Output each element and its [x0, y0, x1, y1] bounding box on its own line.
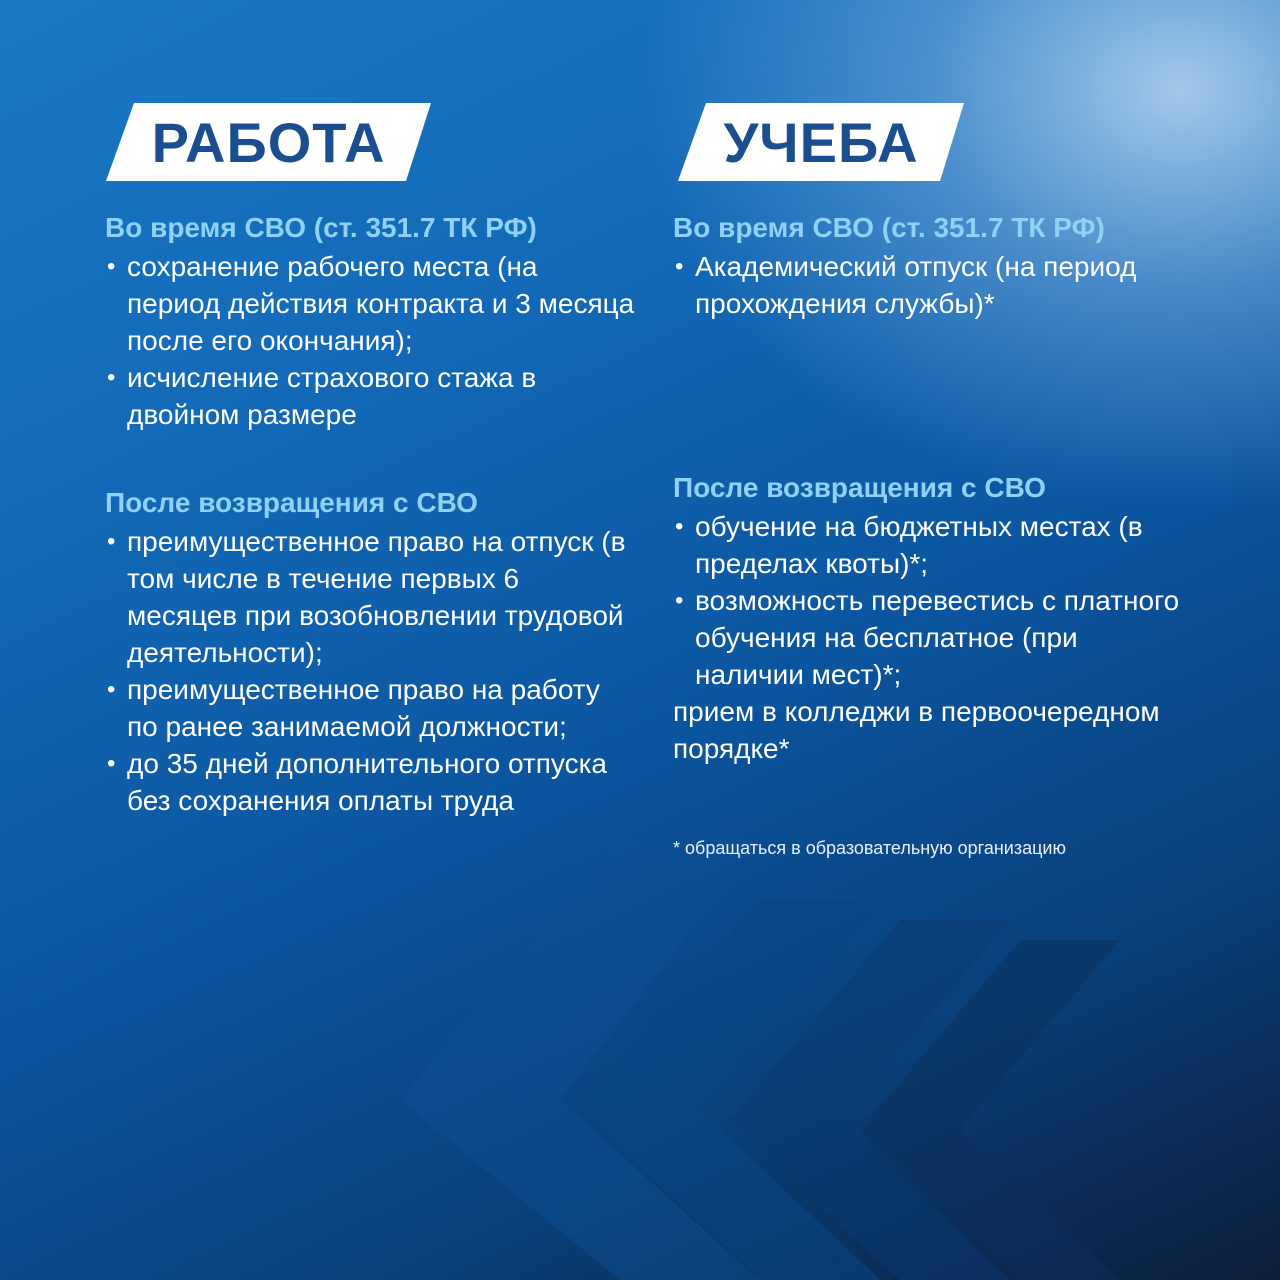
study-during-title: Во время СВО (ст. 351.7 ТК РФ) [673, 212, 1105, 243]
study-after-title: После возвращения с СВО [673, 472, 1046, 503]
list-item: • преимущественное право на отпуск (в том числе в течение первых 6 месяцев при возобновлении трудовой деятельности); [105, 523, 635, 671]
work-during-list [105, 248, 635, 433]
work-tag [106, 103, 431, 181]
study-column [673, 210, 1193, 322]
work-during-title: Во время СВО (ст. 351.7 ТК РФ) [105, 212, 537, 243]
list-item: • исчисление страхового стажа в двойном размере [105, 359, 635, 433]
study-after-block [673, 470, 1193, 767]
work-after-title: После возвращения с СВО [105, 487, 478, 518]
work-column [105, 210, 635, 819]
study-during-list [673, 248, 1193, 322]
list-item: • возможность перевестись с платного обучения на бесплатное (при наличии мест)*; [673, 582, 1193, 693]
list-item: • сохранение рабочего места (на период действия контракта и 3 месяца после его окончания); [105, 248, 635, 359]
work-after-list [105, 523, 635, 819]
footnote: * обращаться в образовательную организацию [673, 838, 1066, 858]
study-tag-label: УЧЕБА [723, 111, 919, 174]
list-item: • обучение на бюджетных местах (в пределах квоты)*; [673, 508, 1193, 582]
study-tag [678, 103, 964, 181]
list-item: • до 35 дней дополнительного отпуска без сохранения оплаты труда [105, 745, 635, 819]
work-tag-label: РАБОТА [151, 111, 386, 174]
study-after-list [673, 508, 1193, 693]
study-after-plain: прием в колледжи в первоочередном порядке* [673, 696, 1160, 764]
list-item: • преимущественное право на работу по ранее занимаемой должности; [105, 671, 635, 745]
list-item: • Академический отпуск (на период прохождения службы)* [673, 248, 1193, 322]
